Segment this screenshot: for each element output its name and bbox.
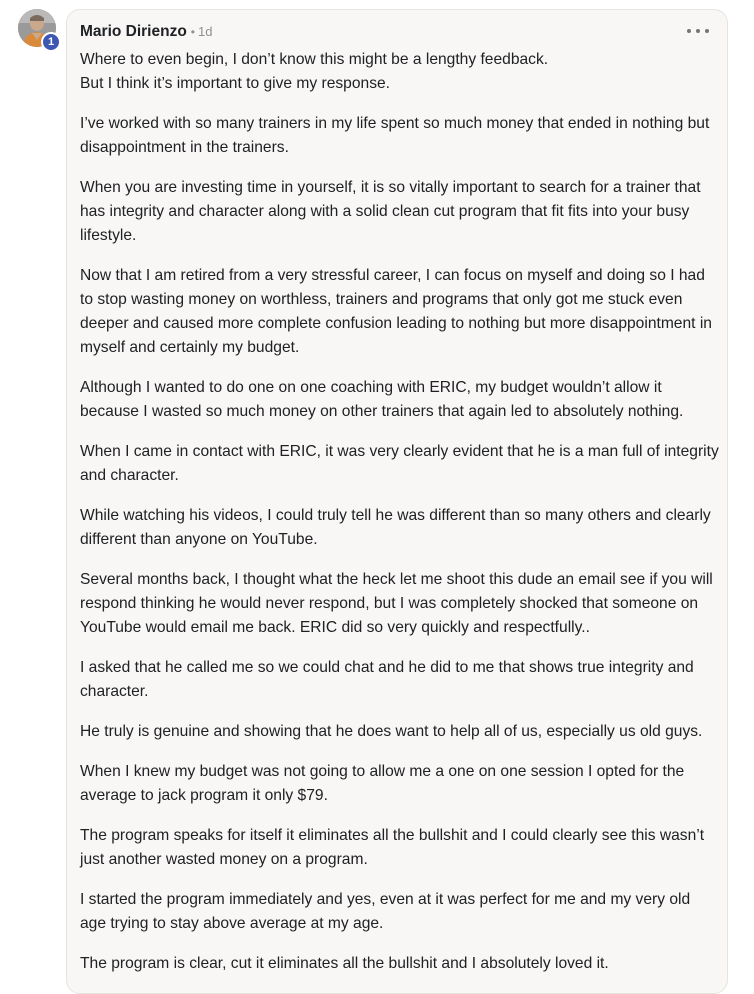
comment-paragraph: Although I wanted to do one on one coaching with ERIC, my budget wouldn’t allow it because I wasted so much money on other trainers that again led to absolutely nothing. xyxy=(80,379,684,420)
comment-paragraph: When I knew my budget was not going to allow me a one on one session I opted for the average to jack program it only $79. xyxy=(80,763,685,804)
more-options-button[interactable] xyxy=(687,22,709,40)
comment-paragraph: While watching his videos, I could truly tell he was different than so many others and clearly different than anyone on YouTube. xyxy=(80,507,711,548)
comment-paragraph: When you are investing time in yourself, it is so vitally important to search for a trainer that has integrity and character along with a solid clean cut program that fit fits into your busy lifestyle. xyxy=(80,179,701,244)
comment-paragraph: I started the program immediately and yes, even at it was perfect for me and my very old age trying to stay above average at my age. xyxy=(80,891,691,932)
comment-paragraph: Where to even begin, I don’t know this might be a lengthy feedback. But I think it’s important to give my response. xyxy=(80,51,549,92)
comment-header xyxy=(80,23,212,41)
avatar-container[interactable] xyxy=(18,9,60,51)
more-horizontal-icon xyxy=(705,29,709,33)
author-name[interactable]: Mario Dirienzo xyxy=(80,23,187,40)
comment-timestamp[interactable]: 1d xyxy=(198,24,213,39)
comment-paragraph: The program is clear, cut it eliminates all the bullshit and I absolutely loved it. xyxy=(80,955,609,972)
comment-paragraph: When I came in contact with ERIC, it was very clearly evident that he is a man full of integrity and character. xyxy=(80,443,719,484)
comment-paragraph: I asked that he called me so we could chat and he did to me that shows true integrity and character. xyxy=(80,659,694,700)
level-badge: 1 xyxy=(41,32,61,52)
more-horizontal-icon xyxy=(687,29,691,33)
comment-body xyxy=(80,48,720,992)
comment-bubble xyxy=(66,9,728,994)
comment-paragraph: He truly is genuine and showing that he does want to help all of us, especially us old guys. xyxy=(80,723,703,740)
comment-paragraph: Several months back, I thought what the heck let me shoot this dude an email see if you will respond thinking he would never respond, but I was completely shocked that someone on YouTube would email me back. ERIC did so very quickly and respectfully.. xyxy=(80,571,713,636)
comment-paragraph: Now that I am retired from a very stressful career, I can focus on myself and doing so I had to stop wasting money on worthless, trainers and programs that only got me stuck even deeper and caused more complete confusion leading to nothing but more disappointment in myself and certainly my budget. xyxy=(80,267,712,356)
meta-separator: • xyxy=(190,25,195,39)
comment-paragraph: The program speaks for itself it eliminates all the bullshit and I could clearly see this wasn’t just another wasted money on a program. xyxy=(80,827,705,868)
comment-paragraph: I’ve worked with so many trainers in my life spent so much money that ended in nothing but disappointment in the trainers. xyxy=(80,115,710,156)
more-horizontal-icon xyxy=(696,29,700,33)
